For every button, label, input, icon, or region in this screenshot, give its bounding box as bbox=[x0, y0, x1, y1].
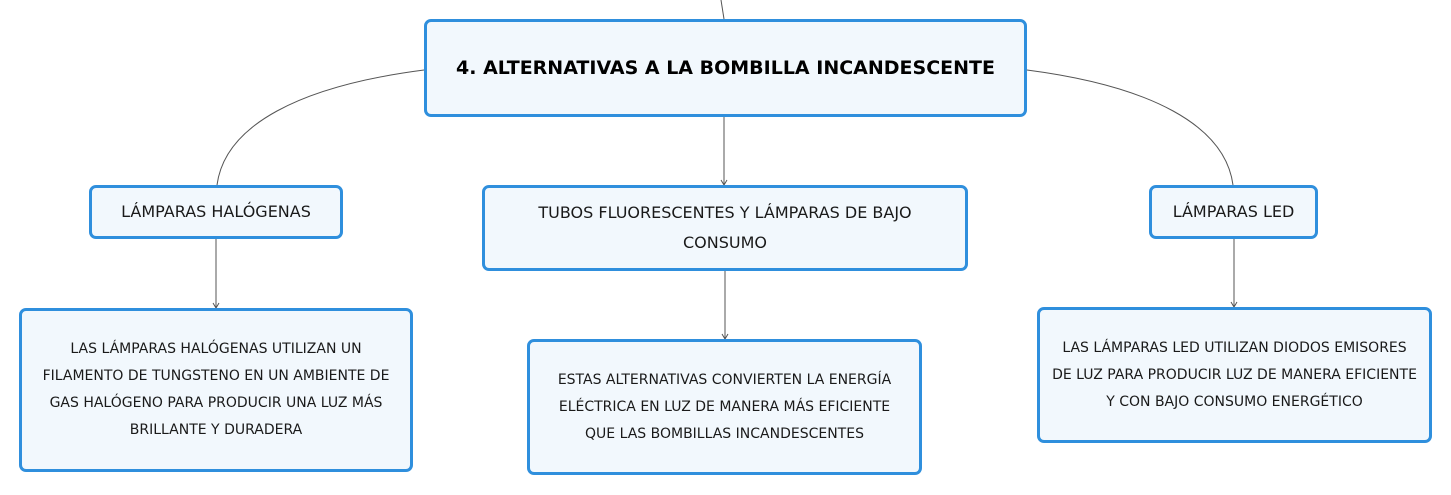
topic-node-lamparas-halogenas[interactable] bbox=[89, 185, 343, 239]
topic-node-lamparas-led[interactable] bbox=[1149, 185, 1318, 239]
subtopic-node-led-description[interactable] bbox=[1037, 307, 1432, 443]
topic-label-lamparas-halogenas: LÁMPARAS HALÓGENAS bbox=[121, 202, 311, 221]
topic-label-tubos-fluorescentes: TUBOS FLUORESCENTES Y LÁMPARAS DE BAJO CONSUMO bbox=[538, 203, 912, 252]
root-topic-label: 4. ALTERNATIVAS A LA BOMBILLA INCANDESCENTE bbox=[456, 57, 995, 79]
subtopic-label-led-description: LAS LÁMPARAS LED UTILIZAN DIODOS EMISORES DE LUZ PARA PRODUCIR LUZ DE MANERA EFICIENTE Y CON BAJO CONSUMO ENERGÉTICO bbox=[1052, 339, 1417, 410]
subtopic-node-tubos-description[interactable] bbox=[527, 339, 922, 475]
root-topic-node[interactable] bbox=[424, 19, 1027, 117]
connector-root-to-led bbox=[1027, 70, 1233, 185]
subtopic-node-halogenas-description[interactable] bbox=[19, 308, 413, 472]
topic-node-tubos-fluorescentes[interactable] bbox=[482, 185, 968, 271]
subtopic-label-tubos-description: ESTAS ALTERNATIVAS CONVIERTEN LA ENERGÍA ELÉCTRICA EN LUZ DE MANERA MÁS EFICIENTE QUE LAS BOMBILLAS INCANDESCENTES bbox=[557, 371, 892, 442]
subtopic-label-halogenas-description: LAS LÁMPARAS HALÓGENAS UTILIZAN UN FILAMENTO DE TUNGSTENO EN UN AMBIENTE DE GAS HALÓGENO PARA PRODUCIR UNA LUZ MÁS BRILLANTE Y DURADERA bbox=[42, 341, 390, 438]
topic-label-lamparas-led: LÁMPARAS LED bbox=[1172, 202, 1295, 221]
connector-parent-to-root bbox=[721, 0, 724, 19]
connector-root-to-halogenas bbox=[217, 70, 424, 185]
